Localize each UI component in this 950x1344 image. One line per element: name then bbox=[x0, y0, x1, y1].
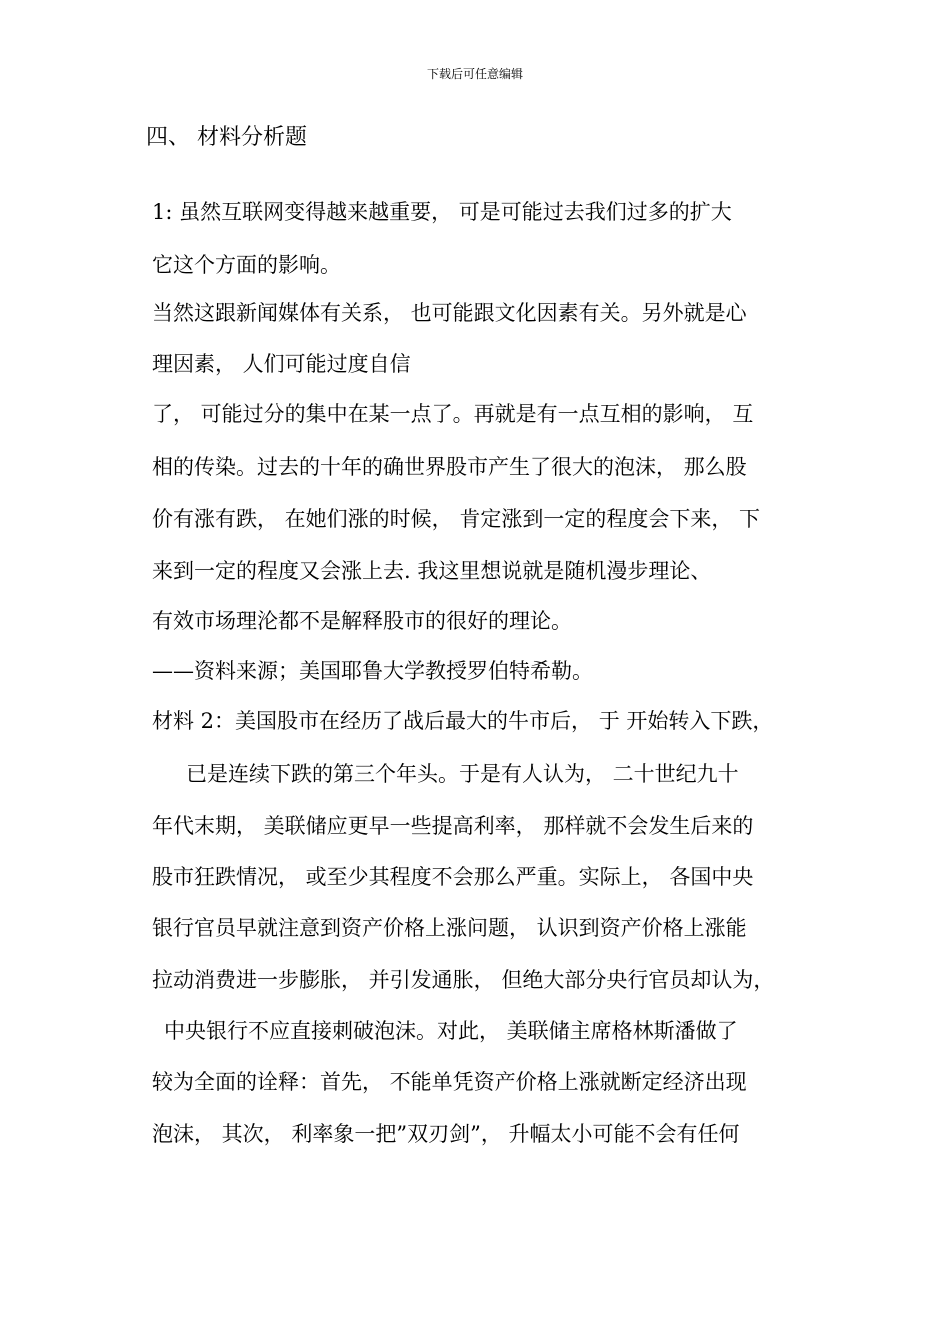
text-line-12: 已是连续下跌的第三个年头。于是有人认为， 二十世纪九十 bbox=[186, 762, 739, 786]
text-line-11: 材料 2：美国股市在经历了战后最大的牛市后， 于 开始转入下跌， bbox=[152, 709, 774, 733]
text-line-18: 较为全面的诠释：首先， 不能单凭资产价格上涨就断定经济出现 bbox=[152, 1070, 747, 1094]
text-line-2: 它这个方面的影响。 bbox=[152, 253, 341, 277]
text-line-6: 相的传染。过去的十年的确世界股市产生了很大的泡沫， 那么股 bbox=[152, 455, 747, 479]
text-line-14: 股市狂跌情况， 或至少其程度不会那么严重。实际上， 各国中央 bbox=[152, 865, 754, 889]
text-line-1: 1: 虽然互联网变得越来越重要， 可是可能过去我们过多的扩大 bbox=[152, 200, 732, 224]
text-line-4: 理因素， 人们可能过度自信 bbox=[152, 352, 411, 376]
text-line-9: 有效市场理沦都不是解释股市的很好的理论。 bbox=[152, 609, 572, 633]
text-line-15: 银行官员早就注意到资产价格上涨问题， 认识到资产价格上涨能 bbox=[152, 916, 747, 940]
text-line-7: 价有涨有跌， 在她们涨的时候， 肯定涨到一定的程度会下来， 下 bbox=[152, 507, 761, 531]
text-line-17: 中央银行不应直接刺破泡沫。对此， 美联储主席格林斯潘做了 bbox=[164, 1019, 738, 1043]
text-line-13: 年代末期， 美联储应更早一些提高利率， 那样就不会发生后来的 bbox=[152, 814, 754, 838]
text-line-19: 泡沫， 其次， 利率象一把”双刃剑”， 升幅太小可能不会有任何 bbox=[152, 1122, 740, 1146]
source-line: ——资料来源；美国耶鲁大学教授罗伯特希勒。 bbox=[152, 659, 593, 683]
text-line-3: 当然这跟新闻媒体有关系， 也可能跟文化因素有关。另外就是心 bbox=[152, 301, 747, 325]
text-line-16: 拉动消费进一步膨胀， 并引发通胀， 但绝大部分央行官员却认为， bbox=[152, 968, 775, 992]
section-title: 四、 材料分析题 bbox=[146, 125, 307, 150]
text-line-5: 了， 可能过分的集中在某一点了。再就是有一点互相的影响， 互 bbox=[152, 402, 754, 426]
page-header: 下载后可任意编辑 bbox=[426, 67, 523, 81]
text-line-8: 来到一定的程度又会涨上去. 我这里想说就是随机漫步理论、 bbox=[152, 559, 712, 583]
